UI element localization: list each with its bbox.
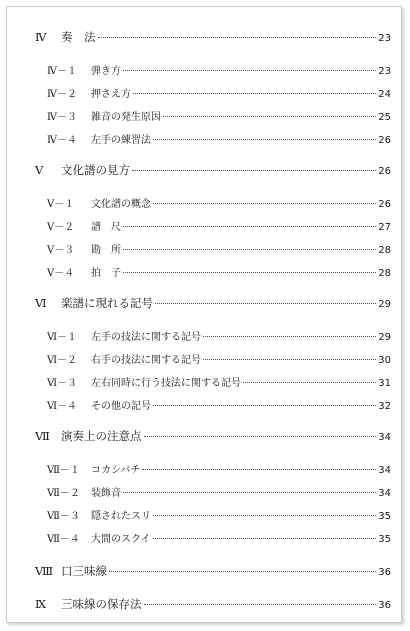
toc-number: Ⅸ xyxy=(35,597,47,611)
toc-section-6-4[interactable] xyxy=(47,397,391,412)
toc-page-number: 32 xyxy=(378,401,391,412)
toc-title: 文化譜の見方 xyxy=(61,163,130,177)
dot-leader xyxy=(123,70,376,71)
toc-number: Ⅶ－３ xyxy=(47,511,80,522)
toc-number: Ⅶ xyxy=(35,429,50,443)
toc-title: 三味線の保存法 xyxy=(61,597,142,611)
toc-page-number: 26 xyxy=(378,135,391,146)
dot-leader xyxy=(109,571,376,572)
toc-title: 楽譜に現れる記号 xyxy=(61,296,153,310)
toc-title: 演奏上の注意点 xyxy=(61,429,142,443)
toc-page-number: 28 xyxy=(378,245,391,256)
dot-leader xyxy=(123,249,376,250)
toc-chapter-5[interactable] xyxy=(35,162,391,178)
toc-number: Ⅵ－２ xyxy=(47,355,78,366)
dot-leader xyxy=(153,515,376,516)
dot-leader xyxy=(203,336,376,337)
toc-chapter-9[interactable] xyxy=(35,596,391,612)
toc-section-5-4[interactable] xyxy=(47,264,391,279)
toc-number: Ⅶ－２ xyxy=(47,488,80,499)
toc-title: 奏 法 xyxy=(61,30,96,44)
toc-section-4-4[interactable] xyxy=(47,131,391,146)
toc-page-number: 28 xyxy=(378,268,391,279)
toc-section-7-2[interactable] xyxy=(47,484,391,499)
toc-section-6-3[interactable] xyxy=(47,374,391,389)
toc-chapter-7[interactable] xyxy=(35,428,391,444)
toc-number: Ⅴ－４ xyxy=(47,268,75,279)
toc-title: 左手の練習法 xyxy=(91,135,151,146)
toc-page-number: 31 xyxy=(378,378,391,389)
toc-chapter-4[interactable] xyxy=(35,29,391,45)
toc-number: Ⅳ xyxy=(35,30,47,44)
toc-page-number: 35 xyxy=(378,511,391,522)
dot-leader xyxy=(142,469,376,470)
toc-number: Ⅳ－４ xyxy=(47,135,77,146)
dot-leader xyxy=(243,382,376,383)
toc-title: 口三味線 xyxy=(61,564,107,578)
dot-leader xyxy=(153,139,376,140)
toc-page-number: 26 xyxy=(378,166,391,177)
toc-section-7-4[interactable] xyxy=(47,530,391,545)
toc-page-number: 36 xyxy=(378,600,391,611)
toc-section-7-3[interactable] xyxy=(47,507,391,522)
toc-number: Ⅶ－４ xyxy=(47,534,80,545)
toc-number: Ⅵ xyxy=(35,296,47,310)
dot-leader xyxy=(132,170,376,171)
toc-title: 譜 尺 xyxy=(91,222,121,233)
toc-number: Ⅵ－４ xyxy=(47,401,78,412)
toc-title: 左右同時に行う技法に関する記号 xyxy=(91,378,241,389)
toc-title: 装飾音 xyxy=(91,488,121,499)
toc-title: コカシバチ xyxy=(91,465,141,476)
dot-leader xyxy=(163,116,376,117)
toc-title: 右手の技法に関する記号 xyxy=(91,355,201,366)
toc-page-number: 34 xyxy=(378,432,391,443)
toc-section-5-3[interactable] xyxy=(47,241,391,256)
toc-page-number: 29 xyxy=(378,332,391,343)
toc-title: 雑音の発生原因 xyxy=(91,112,161,123)
toc-chapter-8[interactable] xyxy=(35,563,391,579)
toc-page-number: 35 xyxy=(378,534,391,545)
toc-page-number: 36 xyxy=(378,567,391,578)
toc-number: Ⅶ－１ xyxy=(47,465,80,476)
toc-page-number: 25 xyxy=(378,112,391,123)
toc-number: Ⅴ－２ xyxy=(47,222,75,233)
toc-number: Ⅴ－１ xyxy=(47,199,75,210)
toc-page-number: 30 xyxy=(378,355,391,366)
toc-page-number: 23 xyxy=(378,33,391,44)
toc-title: その他の記号 xyxy=(91,401,151,412)
toc-number: Ⅷ xyxy=(35,564,54,578)
toc-title: 文化譜の概念 xyxy=(91,199,151,210)
dot-leader xyxy=(153,405,376,406)
dot-leader xyxy=(203,359,376,360)
toc-page-number: 29 xyxy=(378,299,391,310)
toc-section-5-2[interactable] xyxy=(47,218,391,233)
toc-number: Ⅴ xyxy=(35,163,44,177)
toc-number: Ⅵ－３ xyxy=(47,378,78,389)
dot-leader xyxy=(155,303,376,304)
toc-chapter-6[interactable] xyxy=(35,295,391,311)
toc-title: 拍 子 xyxy=(91,268,121,279)
dot-leader xyxy=(123,492,376,493)
toc-page xyxy=(6,6,402,623)
toc-section-6-2[interactable] xyxy=(47,351,391,366)
dot-leader xyxy=(98,37,377,38)
dot-leader xyxy=(144,604,377,605)
toc-number: Ⅳ－２ xyxy=(47,89,77,100)
toc-section-7-1[interactable] xyxy=(47,461,391,476)
toc-title: 弾き方 xyxy=(91,66,121,77)
dot-leader xyxy=(123,272,376,273)
toc-title: 隠されたスリ xyxy=(91,511,151,522)
toc-number: Ⅵ－１ xyxy=(47,332,78,343)
toc-title: 左手の技法に関する記号 xyxy=(91,332,201,343)
dot-leader xyxy=(123,226,376,227)
dot-leader xyxy=(144,436,377,437)
toc-page-number: 24 xyxy=(378,89,391,100)
toc-section-4-3[interactable] xyxy=(47,108,391,123)
toc-page-number: 26 xyxy=(378,199,391,210)
toc-section-6-1[interactable] xyxy=(47,328,391,343)
toc-section-5-1[interactable] xyxy=(47,195,391,210)
dot-leader xyxy=(133,93,376,94)
toc-page-number: 27 xyxy=(378,222,391,233)
toc-number: Ⅳ－３ xyxy=(47,112,77,123)
toc-title: 押さえ方 xyxy=(91,89,131,100)
toc-section-4-1[interactable] xyxy=(47,62,391,77)
toc-title: 勘 所 xyxy=(91,245,121,256)
toc-page-number: 34 xyxy=(378,488,391,499)
toc-page-number: 23 xyxy=(378,66,391,77)
toc-section-4-2[interactable] xyxy=(47,85,391,100)
toc-number: Ⅴ－３ xyxy=(47,245,75,256)
toc-title: 大間のスクイ xyxy=(91,534,151,545)
toc-page-number: 34 xyxy=(378,465,391,476)
toc-number: Ⅳ－１ xyxy=(47,66,77,77)
dot-leader xyxy=(153,203,376,204)
dot-leader xyxy=(153,538,377,539)
